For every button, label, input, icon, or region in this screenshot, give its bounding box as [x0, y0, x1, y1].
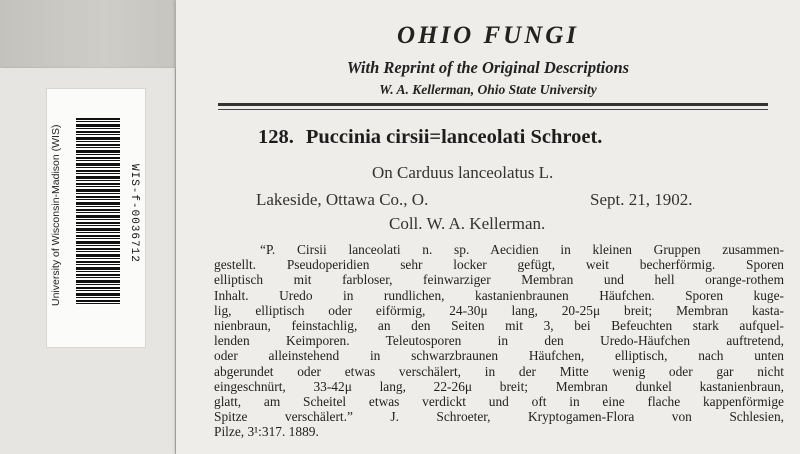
description-line: lig, elliptisch oder eiförmig, 24-30μ lang, 20-25μ breit; Membran kasta- — [214, 302, 784, 318]
description-line: oder alleinstehend in schwarzbraunen Häufchen, elliptisch, nach unten — [214, 348, 784, 364]
description-line: eingeschnürt, 33-42μ lang, 22-26μ breit; Membran dunkel kastanienbraun, — [214, 378, 784, 394]
collection-date: Sept. 21, 1902. — [590, 190, 693, 209]
locality-line: Lakeside, Ottawa Co., O. — [256, 190, 429, 209]
description-line: “P. Cirsii lanceolati n. sp. Aecidien in kleinen Gruppen zusammen- — [260, 242, 784, 257]
label-title: OHIO FUNGI — [396, 22, 580, 49]
label-author: W. A. Kellerman, Ohio State University — [379, 82, 597, 97]
description-line: Pilze, 3¹:317. 1889. — [214, 424, 319, 440]
original-description — [214, 242, 784, 440]
institution-text: University of Wisconsin-Madison (WIS) — [50, 124, 62, 306]
description-line: elliptisch mit farbloser, feinwarziger Membran und hell orange-rothem — [214, 272, 784, 288]
species-heading — [258, 126, 602, 149]
label-subtitle: With Reprint of the Original Descriptions — [346, 58, 630, 77]
barcode-number: WIS-f-0036712 — [128, 163, 140, 263]
species-name: Puccinia cirsii=lanceolati Schroet. — [305, 126, 603, 148]
specimen-label — [176, 0, 800, 454]
description-line: lenden Keimporen. Teleutosporen in den Uredo-Häufchen auftretend, — [214, 333, 784, 349]
specimen-number: 128. — [258, 126, 294, 148]
header-rule-thin — [218, 109, 768, 110]
barcode-image — [76, 118, 120, 306]
description-line: Spitze verschälert.” J. Schroeter, Kryptogamen-Flora von Schlesien, — [214, 409, 784, 425]
description-line: Inhalt. Uredo in rundlichen, kastanienbraunen Häufchen. Sporen kuge- — [214, 287, 784, 303]
description-line: glatt, am Scheitel etwas verdickt und oft in eine flache kappenförmige — [214, 394, 784, 410]
description-line: gestellt. Pseudoperidien sehr locker gefügt, weit becherförmig. Sporen — [214, 257, 784, 273]
header-rule-thick — [218, 103, 768, 106]
description-line: nienbraun, feinstachlig, an den Seiten mit 3, bei Befeuchten stark aufquel- — [214, 318, 784, 334]
host-line: On Carduus lanceolatus L. — [372, 163, 554, 182]
description-line: abgerundet oder etwas verschälert, in der Mitte wenig oder gar nicht — [214, 363, 784, 379]
collector-line: Coll. W. A. Kellerman. — [389, 214, 546, 233]
